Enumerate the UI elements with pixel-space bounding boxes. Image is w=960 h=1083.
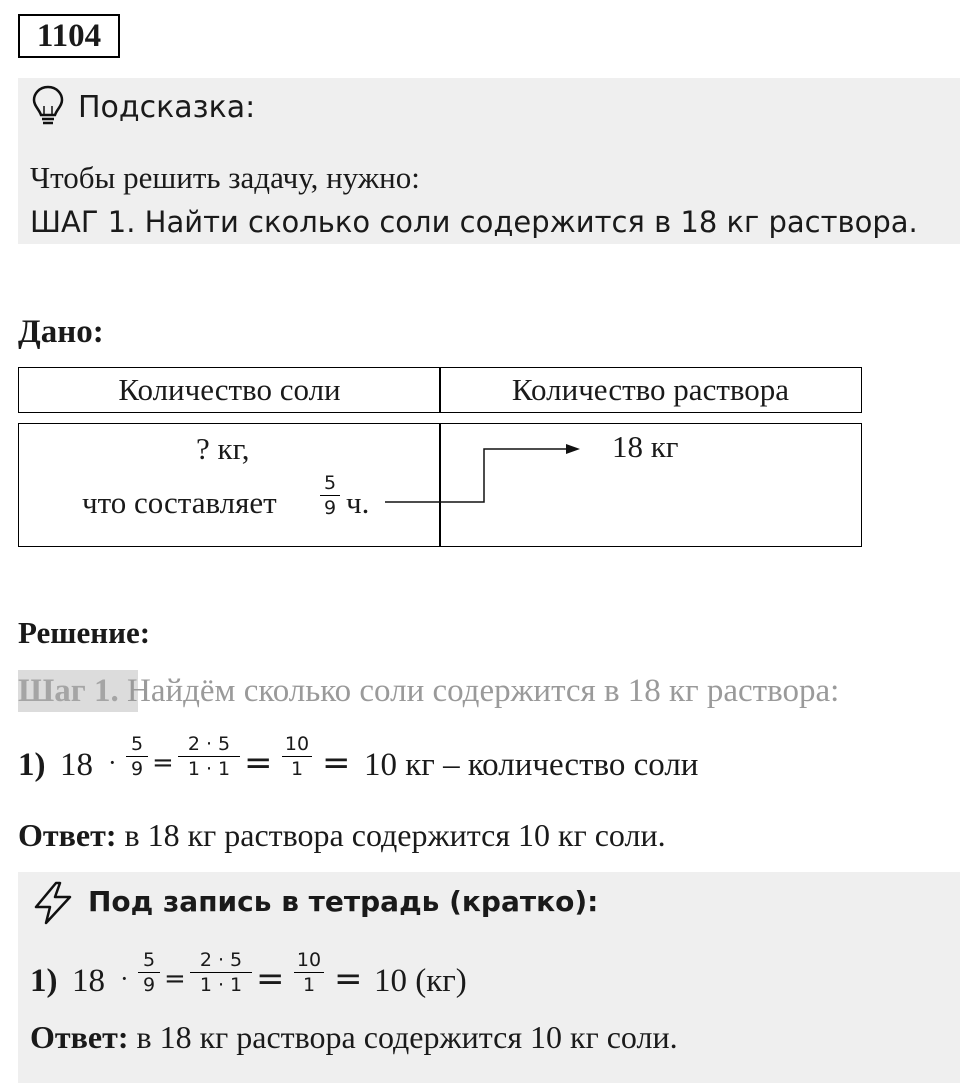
short-answer-text: в 18 кг раствора содержится 10 кг соли.	[128, 1019, 678, 1055]
table-header-salt: Количество соли	[18, 367, 441, 413]
short-note-title: Под запись в тетрадь (кратко):	[88, 885, 599, 918]
fraction-numerator: 2 · 5	[187, 733, 231, 755]
fraction-numerator: 5	[323, 472, 337, 494]
fraction-denominator: 9	[142, 974, 156, 996]
equation2-mul: ·	[120, 964, 129, 993]
equation1-fraction2	[178, 733, 240, 780]
equation1-start: 18	[60, 747, 93, 783]
fraction-numerator: 5	[130, 733, 144, 755]
fraction-numerator: 2 · 5	[199, 949, 243, 971]
lightning-icon	[30, 880, 76, 931]
equation2-fraction1	[138, 949, 160, 996]
equation2-start: 18	[72, 963, 105, 999]
equation1-fraction3	[282, 733, 312, 780]
short-answer	[30, 1017, 678, 1057]
equals-sign: =	[334, 959, 363, 999]
fraction-denominator: 1 · 1	[199, 974, 243, 996]
fraction-denominator: 1 · 1	[187, 758, 231, 780]
equals-sign: =	[244, 743, 273, 783]
solution-step1-label: Шаг 1.	[18, 673, 119, 709]
salt-amount: ? кг,	[196, 431, 250, 466]
solution-label: Решение:	[18, 615, 151, 650]
equation1-result: 10 кг – количество соли	[364, 747, 699, 783]
fraction-denominator: 9	[323, 497, 337, 519]
salt-fraction	[320, 472, 340, 519]
fraction-denominator: 9	[130, 758, 144, 780]
lightbulb-icon	[30, 84, 66, 133]
answer-text: в 18 кг раствора содержится 10 кг соли.	[116, 817, 666, 853]
hint-step-label: ШАГ 1.	[30, 205, 136, 239]
fraction-numerator: 10	[284, 733, 310, 755]
answer-label: Ответ:	[18, 817, 117, 853]
equation1-mul: ·	[108, 748, 117, 777]
task-number: 1104	[18, 14, 120, 58]
relation-arrow-icon	[380, 440, 600, 510]
answer	[18, 815, 666, 855]
fraction-numerator: 5	[142, 949, 156, 971]
fraction-numerator: 10	[296, 949, 322, 971]
equals-sign: =	[164, 964, 186, 994]
equation2-result: 10 (кг)	[374, 963, 467, 999]
equation1-number: 1)	[18, 747, 46, 783]
fraction-denominator: 1	[302, 974, 316, 996]
solution-amount: 18 кг	[612, 429, 679, 464]
equation2-number: 1)	[30, 963, 58, 999]
salt-part-unit: ч.	[346, 485, 370, 520]
solution-step1-text: Найдём сколько соли содержится в 18 кг раствора:	[118, 673, 840, 709]
hint-title: Подсказка:	[78, 90, 256, 125]
equation2-fraction2	[190, 949, 252, 996]
fraction-denominator: 1	[290, 758, 304, 780]
equals-sign: =	[256, 959, 285, 999]
salt-part-text: что составляет	[82, 485, 277, 520]
hint-step	[30, 202, 918, 242]
equation2-fraction3	[294, 949, 324, 996]
short-answer-label: Ответ:	[30, 1019, 129, 1055]
solution-step1	[18, 671, 839, 711]
equals-sign: =	[322, 743, 351, 783]
hint-intro: Чтобы решить задачу, нужно:	[30, 160, 420, 195]
table-header-solution: Количество раствора	[439, 367, 862, 413]
hint-step-text: Найти сколько соли содержится в 18 кг раствора.	[135, 205, 918, 239]
equation1-fraction1	[126, 733, 148, 780]
equals-sign: =	[152, 748, 174, 778]
given-label: Дано:	[18, 314, 104, 350]
